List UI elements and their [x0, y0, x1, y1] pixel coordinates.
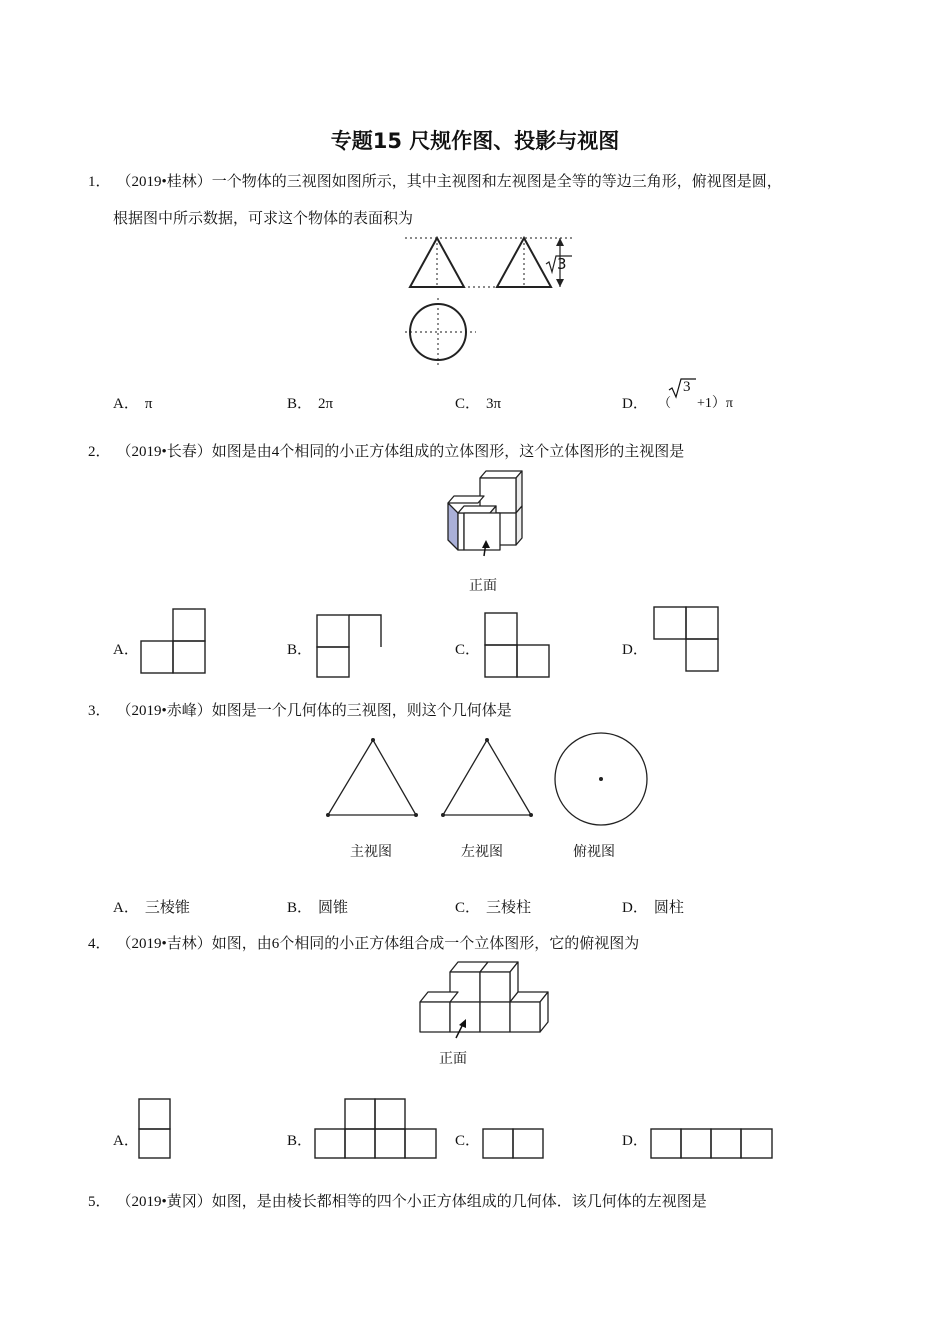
q4-option-c-figure — [482, 1128, 546, 1160]
q2-front-label: 正面 — [469, 578, 497, 594]
question-4-line-1 — [88, 932, 639, 953]
q1-three-views-figure — [400, 232, 600, 367]
question-1-line-1 — [88, 170, 782, 191]
option-d: D． 圆柱 — [622, 900, 684, 916]
option-a: A． 三棱锥 — [113, 900, 190, 916]
option-b: B． 圆锥 — [287, 900, 349, 916]
q4-option-a-figure — [138, 1098, 172, 1160]
question-source: （2019•桂林） — [116, 174, 212, 190]
sqrt-symbol — [668, 377, 696, 399]
q2-option-b-figure — [316, 614, 384, 682]
q3-three-views-figure — [320, 730, 660, 840]
question-source: （2019•赤峰） — [116, 703, 212, 719]
option-b: B． 2π — [287, 396, 334, 412]
option-a: A． — [113, 642, 139, 658]
question-text: 如图是由4个相同的小正方体组成的立体图形，这个立体图形的主视图是 — [211, 444, 685, 460]
question-number: 1． — [88, 174, 111, 190]
top-view-label: 俯视图 — [573, 844, 615, 860]
question-text: 如图，是由棱长都相等的四个小正方体组成的几何体．该几何体的左视图是 — [211, 1194, 707, 1210]
option-d: D． — [622, 642, 648, 658]
option-d-radicand: 3 — [683, 379, 691, 395]
q2-option-a-figure — [140, 608, 208, 676]
question-text: 一个物体的三视图如图所示，其中主视图和左视图是全等的等边三角形，俯视图是圆， — [211, 174, 782, 190]
question-source: （2019•黄冈） — [116, 1194, 212, 1210]
question-text: 如图是一个几何体的三视图，则这个几何体是 — [211, 703, 512, 719]
question-number: 3． — [88, 703, 111, 719]
question-number: 4． — [88, 936, 111, 952]
question-1-line-2: 根据图中所示数据，可求这个物体的表面积为 — [113, 211, 414, 227]
q4-option-b-figure — [314, 1098, 440, 1160]
option-d-text: +1）π — [697, 396, 733, 411]
question-source: （2019•长春） — [116, 444, 212, 460]
option-c: C． 三棱柱 — [455, 900, 532, 916]
question-5-line-1 — [88, 1190, 707, 1211]
front-view-label: 主视图 — [350, 844, 392, 860]
question-3-line-1 — [88, 699, 512, 720]
q2-cubes-figure — [444, 468, 529, 558]
option-b: B． — [287, 642, 313, 658]
q2-option-d-figure — [653, 606, 723, 674]
question-text: 如图，由6个相同的小正方体组合成一个立体图形，它的俯视图为 — [211, 936, 640, 952]
option-a: A． — [113, 1133, 139, 1149]
q1-figure-label: 3 — [557, 255, 567, 273]
option-c: C． 3π — [455, 396, 502, 412]
option-c: C． — [455, 642, 481, 658]
q4-front-label: 正面 — [439, 1051, 467, 1067]
option-d: D． — [622, 396, 648, 412]
page-title: 专题15 尺规作图、投影与视图 — [330, 129, 620, 153]
question-2-line-1 — [88, 440, 684, 461]
option-c: C． — [455, 1133, 481, 1149]
question-number: 2． — [88, 444, 111, 460]
question-number: 5． — [88, 1194, 111, 1210]
option-b: B． — [287, 1133, 313, 1149]
q4-cubes-figure — [418, 960, 558, 1045]
option-d-open-paren: （ — [658, 395, 672, 410]
q2-option-c-figure — [484, 612, 554, 680]
question-source: （2019•吉林） — [116, 936, 212, 952]
left-view-label: 左视图 — [461, 844, 503, 860]
option-a: A． π — [113, 396, 153, 412]
q4-option-d-figure — [650, 1128, 776, 1160]
option-d: D． — [622, 1133, 648, 1149]
